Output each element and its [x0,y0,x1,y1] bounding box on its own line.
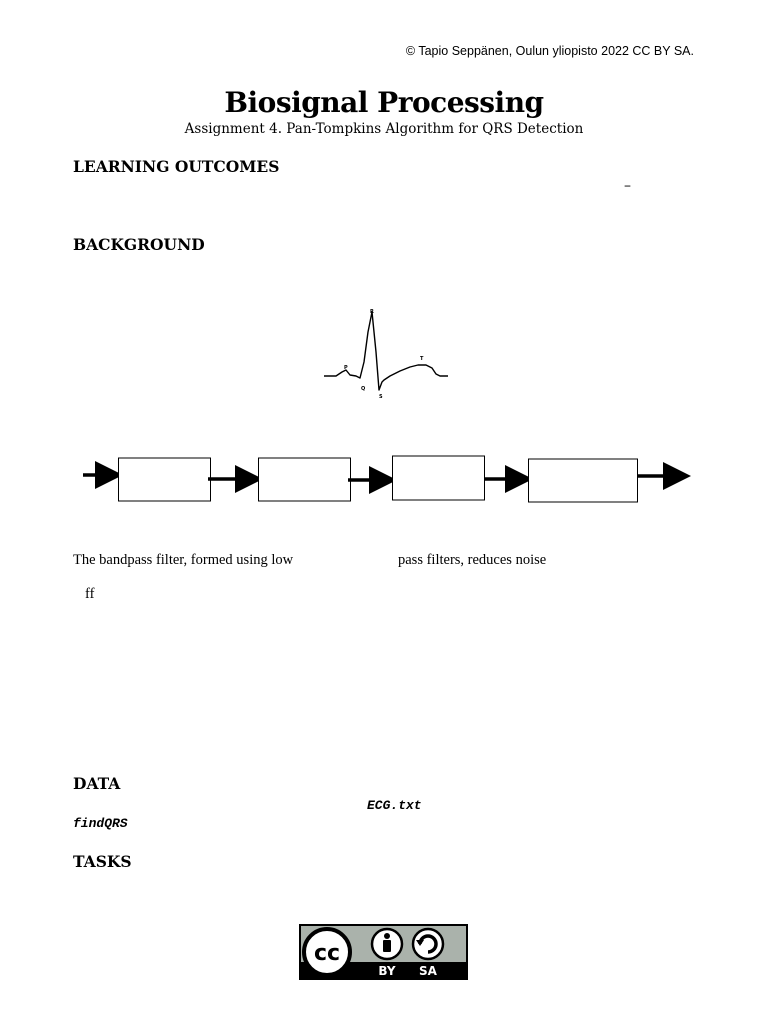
flow-block-3 [393,456,485,500]
bandpass-text-left: The bandpass filter, formed using low [73,552,294,568]
cc-by-sa-license-badge [299,924,468,980]
heading-tasks: TASKS [73,852,132,871]
ecg-waveform-figure [318,302,454,406]
ff-fragment-text: ff [85,586,95,602]
by-attribution-icon [372,929,402,959]
heading-background: BACKGROUND [73,235,205,254]
heading-learning-outcomes: LEARNING OUTCOMES [73,157,280,176]
ecg-label-p: P [344,365,348,371]
learning-outcomes-dash: – [624,178,631,194]
flow-block-2 [259,458,351,501]
page-title: Biosignal Processing [224,86,544,119]
ecg-label-q: Q [361,386,366,392]
page-subtitle: Assignment 4. Pan-Tompkins Algorithm for QRS Detection [184,121,584,137]
license-sa-label: SA [419,964,437,978]
flow-block-4 [529,459,638,502]
data-function-name: findQRS [73,816,128,831]
license-by-label: BY [378,964,396,978]
ecg-label-s: S [379,394,383,400]
heading-data: DATA [73,774,121,793]
flow-block-1 [119,458,211,501]
ecg-label-t: T [420,356,424,362]
ecg-label-r: R [370,309,374,315]
data-file-name: ECG.txt [367,798,422,813]
copyright-notice: © Tapio Seppänen, Oulun yliopisto 2022 CC BY SA. [405,44,694,58]
bandpass-text-right: pass filters, reduces noise [398,552,547,568]
pan-tompkins-block-diagram [80,450,692,510]
cc-logo-text: cc [313,941,341,966]
sa-share-alike-icon [413,929,443,959]
